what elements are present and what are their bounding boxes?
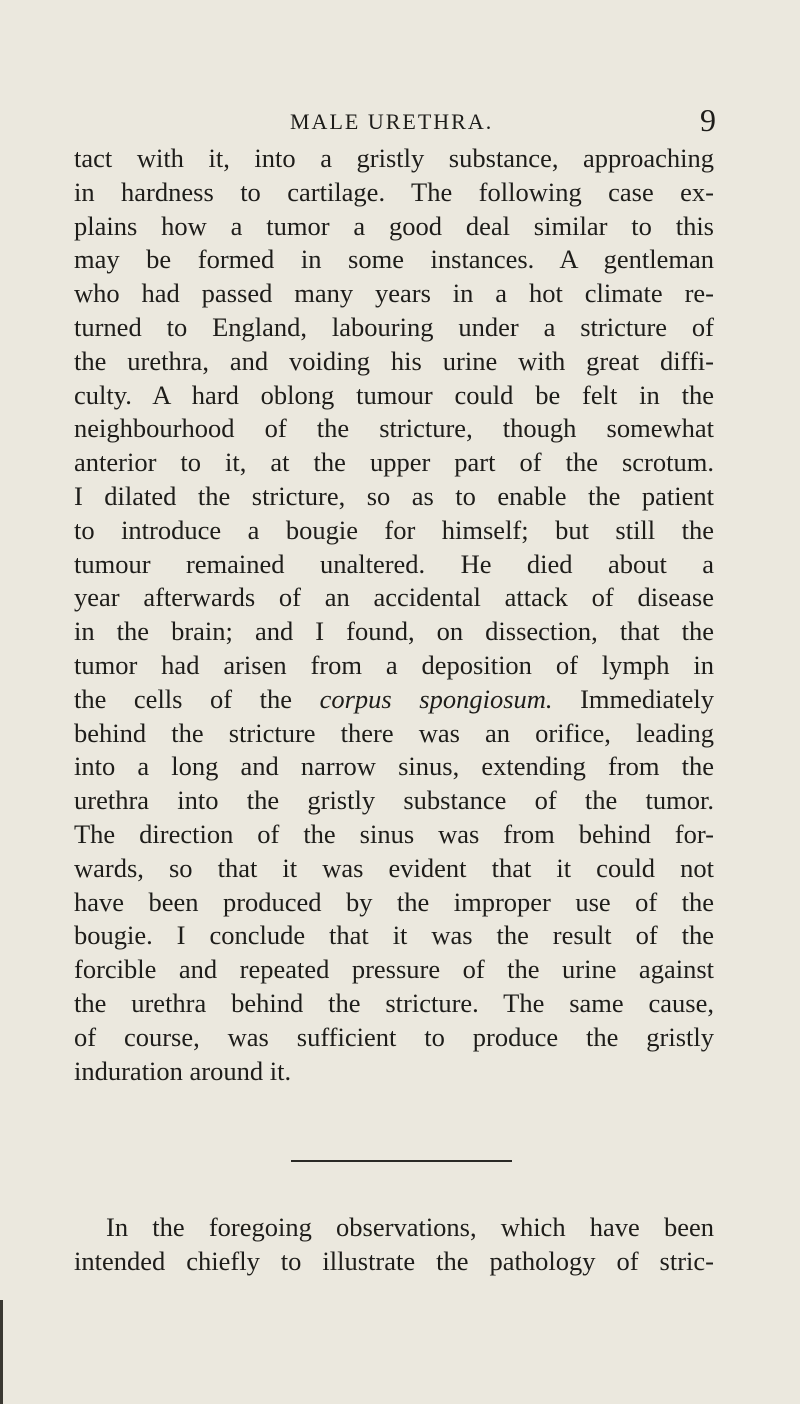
text-line: into a long and narrow sinus, extending from the	[74, 751, 714, 782]
text-line: The direction of the sinus was from behind for-	[74, 818, 714, 849]
text-line: turned to England, labouring under a stricture of	[74, 311, 714, 342]
text-line: In the foregoing observations, which have been	[106, 1212, 714, 1242]
text-line: induration around it.	[74, 1055, 292, 1086]
section-divider	[291, 1160, 512, 1162]
text-line: tumour remained unaltered. He died about a	[74, 548, 714, 579]
line-segment: the cells of the	[74, 683, 320, 714]
text-line: year afterwards of an accidental attack of disease	[74, 582, 714, 613]
line-segment: Immediately	[552, 683, 714, 714]
text-line: intended chiefly to illustrate the pathology of stric-	[74, 1245, 714, 1276]
text-line: anterior to it, at the upper part of the scrotum.	[74, 447, 714, 478]
text-line: tact with it, into a gristly substance, approaching	[74, 143, 714, 173]
text-line: wards, so that it was evident that it could not	[74, 852, 714, 883]
text-line: of course, was sufficient to produce the gristly	[74, 1021, 714, 1052]
text-line: forcible and repeated pressure of the urine against	[74, 954, 714, 985]
text-line: the urethra behind the stricture. The same cause,	[74, 987, 714, 1018]
paragraph-1	[74, 142, 714, 1088]
text-line-with-italic	[74, 683, 714, 717]
text-line: tumor had arisen from a deposition of lymph in	[74, 649, 714, 680]
page-number: 9	[700, 102, 716, 138]
text-line: culty. A hard oblong tumour could be felt in the	[74, 379, 714, 410]
page-edge-shadow	[0, 1300, 3, 1404]
text-line: the urethra, and voiding his urine with great diffi-	[74, 345, 714, 376]
running-title: MALE URETHRA.	[290, 109, 494, 134]
text-line: may be formed in some instances. A gentleman	[74, 244, 714, 275]
text-line: in the brain; and I found, on dissection, that the	[74, 616, 714, 647]
text-line: who had passed many years in a hot climate re-	[74, 278, 714, 309]
running-header	[0, 102, 800, 138]
text-line: plains how a tumor a good deal similar to this	[74, 210, 714, 241]
text-line: in hardness to cartilage. The following case ex-	[74, 176, 714, 207]
text-line: neighbourhood of the stricture, though somewhat	[74, 413, 714, 444]
text-line: to introduce a bougie for himself; but still the	[74, 514, 714, 545]
text-line: I dilated the stricture, so as to enable the patient	[74, 480, 714, 511]
text-line: urethra into the gristly substance of the tumor.	[74, 785, 714, 816]
italic-term: corpus spongiosum.	[319, 683, 553, 714]
text-line: bougie. I conclude that it was the result of the	[74, 920, 714, 951]
text-line: behind the stricture there was an orifice, leading	[74, 717, 714, 748]
paragraph-2	[74, 1211, 714, 1279]
text-line: have been produced by the improper use of the	[74, 886, 714, 917]
